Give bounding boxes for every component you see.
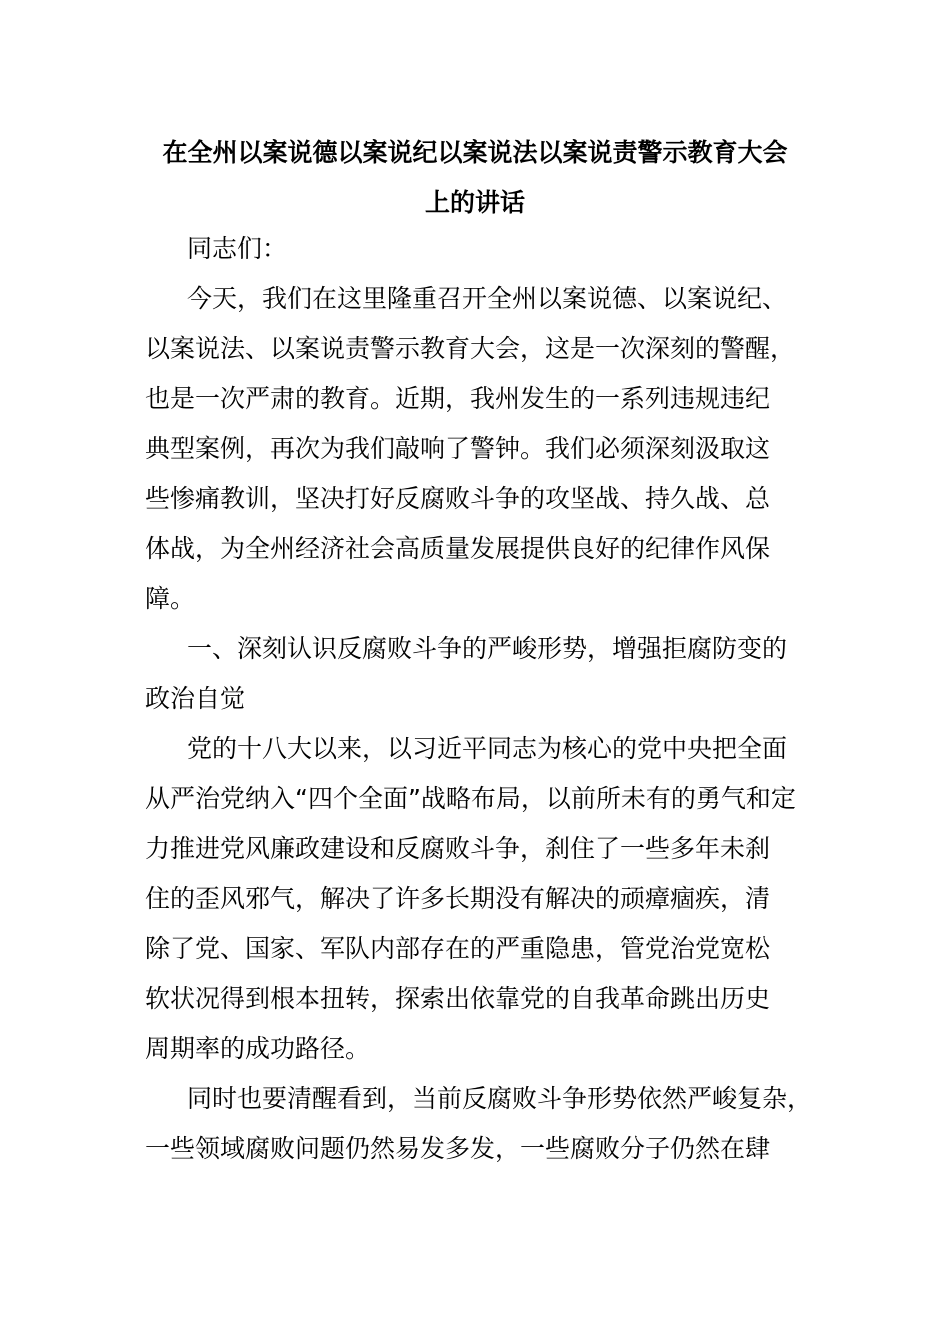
- paragraph-line: 些惨痛教训，坚决打好反腐败斗争的攻坚战、持久战、总: [145, 484, 771, 513]
- paragraph-line: 软状况得到根本扭转，探索出依靠党的自我革命跳出历史: [145, 984, 771, 1013]
- paragraph-line: 今天，我们在这里隆重召开全州以案说德、以案说纪、: [187, 284, 788, 313]
- paragraph-line: 以案说法、以案说责警示教育大会，这是一次深刻的警醒，: [145, 334, 796, 363]
- title-line-1: 在全州以案说德以案说纪以案说法以案说责警示教育大会: [162, 138, 788, 167]
- paragraph-line: 除了党、国家、军队内部存在的严重隐患，管党治党宽松: [145, 934, 771, 963]
- section-heading-line: 一、深刻认识反腐败斗争的严峻形势，增强拒腐防变的: [187, 634, 788, 663]
- title-line-2: 上的讲话: [424, 188, 525, 217]
- paragraph-line: 党的十八大以来，以习近平同志为核心的党中央把全面: [187, 734, 788, 763]
- document-body: [145, 224, 825, 1174]
- paragraph-line: 体战，为全州经济社会高质量发展提供良好的纪律作风保: [145, 534, 771, 563]
- paragraph-line: 住的歪风邪气，解决了许多长期没有解决的顽瘴痼疾，清: [145, 884, 771, 913]
- paragraph-line: 周期率的成功路径。: [145, 1034, 371, 1063]
- paragraph-line: 障。: [145, 584, 196, 613]
- paragraph-line: 也是一次严肃的教育。近期，我州发生的一系列违规违纪: [145, 384, 771, 413]
- section-heading-line: 政治自觉: [145, 684, 246, 713]
- paragraph-line: 从严治党纳入“四个全面”战略布局，以前所未有的勇气和定: [145, 784, 796, 813]
- salutation: 同志们：: [187, 234, 288, 263]
- paragraph-line: 同时也要清醒看到，当前反腐败斗争形势依然严峻复杂，: [187, 1084, 813, 1113]
- paragraph-line: 一些领域腐败问题仍然易发多发，一些腐败分子仍然在肆: [145, 1134, 771, 1163]
- paragraph-line: 典型案例，再次为我们敲响了警钟。我们必须深刻汲取这: [145, 434, 771, 463]
- paragraph-line: 力推进党风廉政建设和反腐败斗争，刹住了一些多年未刹: [145, 834, 771, 863]
- document-title: [140, 128, 810, 228]
